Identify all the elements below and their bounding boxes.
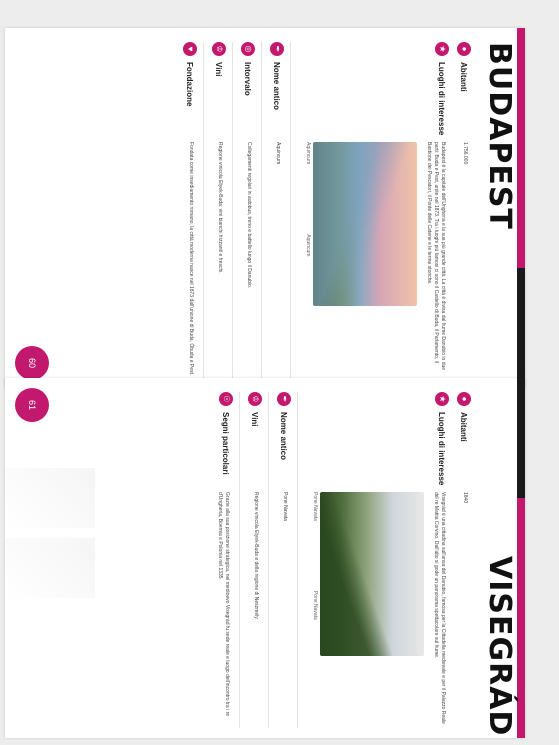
- page-number: 60: [15, 346, 49, 380]
- row-intorvalo: [241, 42, 255, 378]
- row-text: Visegrád è una cittadina sull'ansa del Danubio, famosa per la Cittadella medievale e per il Palazzo Reale del re Mattia Corvino. Dall'alto si gode un panorama spettacolare sul fiume.: [433, 492, 446, 724]
- people-icon: ●: [457, 392, 471, 406]
- caption: Aquincum: [305, 142, 311, 165]
- photo-captions: [305, 142, 311, 306]
- photo-captions: [312, 492, 318, 656]
- row-text: Grazie alla sua posizione strategica, nel medioevo Visegrád fu sede reale e luogo dell'incontro tra i re d'Ungheria, Boemia e Polonia nel 1335.: [217, 492, 230, 717]
- divider: [268, 392, 269, 728]
- divider: [203, 42, 204, 378]
- feather-icon: ✒: [270, 42, 284, 56]
- row-luoghi: [425, 42, 449, 378]
- info-rows: [175, 42, 471, 378]
- row-nome-antico: [270, 42, 284, 378]
- row-label: Abitanti: [459, 62, 468, 92]
- row-text: Collegamenti regolari in autobus, treno e battello lungo il Danubio.: [246, 142, 252, 289]
- row-label: Nome antico: [272, 62, 281, 111]
- wine-icon: ♔: [212, 42, 226, 56]
- info-rows: [208, 392, 471, 728]
- page-title: VISEGRÁD: [482, 556, 517, 737]
- row-abitanti: [457, 392, 471, 728]
- row-vini: [248, 392, 262, 728]
- row-fondazione: [183, 42, 197, 378]
- dark-band: [517, 268, 525, 388]
- wine-icon: ♔: [248, 392, 262, 406]
- star-icon: ★: [435, 42, 449, 56]
- people-icon: ●: [457, 42, 471, 56]
- row-text: Fondata come insediamento romano, la città moderna nasce nel 1873 dall'unione di Buda, Óbuda e Pest.: [188, 142, 194, 376]
- row-label: Abitanti: [459, 412, 468, 442]
- row-text: Aquincum: [275, 142, 281, 165]
- row-label: Nome antico: [279, 412, 288, 461]
- row-luoghi: [432, 392, 449, 728]
- heart-icon: ♥: [183, 42, 197, 56]
- row-vini: [212, 42, 226, 378]
- row-label: Luoghi di interesse: [437, 412, 446, 486]
- row-abitanti: [457, 42, 471, 378]
- divider: [297, 392, 298, 728]
- star-icon: ★: [435, 392, 449, 406]
- row-text: Budapest è la capitale dell'Ungheria e la sua più grande città. La città è divisa dal fiume Danubio in due parti: Buda e Pest, unite nel 1873. Tra i luoghi più famosi ci sono il Castello di Buda, il Parlamento, il Bastione dei Pescatori, il Ponte delle Catene e le terme storiche.: [426, 142, 446, 371]
- dark-band: [517, 378, 525, 498]
- divider: [290, 42, 291, 378]
- row-label: Vini: [250, 412, 259, 427]
- row-text: 1.756.000: [462, 142, 468, 165]
- page-budapest: [5, 28, 525, 388]
- page-visegrad: [5, 378, 525, 738]
- caption: Aquincum: [305, 234, 311, 257]
- divider: [239, 392, 240, 728]
- row-label: Segni particolari: [221, 412, 230, 475]
- row-text: Regione vinicola Etyek-Buda: vini bianchi frizzanti e freschi.: [217, 142, 223, 274]
- row-text: 1840: [462, 492, 468, 504]
- row-segni: [216, 392, 233, 728]
- globe-icon: ☉: [219, 392, 233, 406]
- decorative-stripe: [5, 468, 95, 528]
- caption: Pone Navata: [312, 590, 318, 620]
- row-label: Intorvalo: [243, 62, 252, 96]
- row-photo: [306, 392, 424, 728]
- decorative-stripe: [5, 538, 95, 598]
- row-label: Vini: [214, 62, 223, 77]
- row-label: Luoghi di interesse: [437, 62, 446, 136]
- divider: [261, 42, 262, 378]
- row-text: Pone Navata: [282, 492, 288, 521]
- feather-icon: ✒: [277, 392, 291, 406]
- caption: Pone Navata: [312, 492, 318, 521]
- badge-icon: ◎: [241, 42, 255, 56]
- row-photo: [299, 42, 417, 378]
- row-text: Regione vinicola Etyek-Buda e della regione di Neszmély.: [253, 492, 259, 620]
- budapest-photo: [313, 142, 417, 306]
- row-nome-antico: [277, 392, 291, 728]
- page-number: 61: [15, 388, 49, 422]
- divider: [232, 42, 233, 378]
- visegrad-photo: [320, 492, 424, 656]
- row-label: Fondazione: [185, 62, 194, 107]
- page-title: BUDAPEST: [482, 42, 517, 230]
